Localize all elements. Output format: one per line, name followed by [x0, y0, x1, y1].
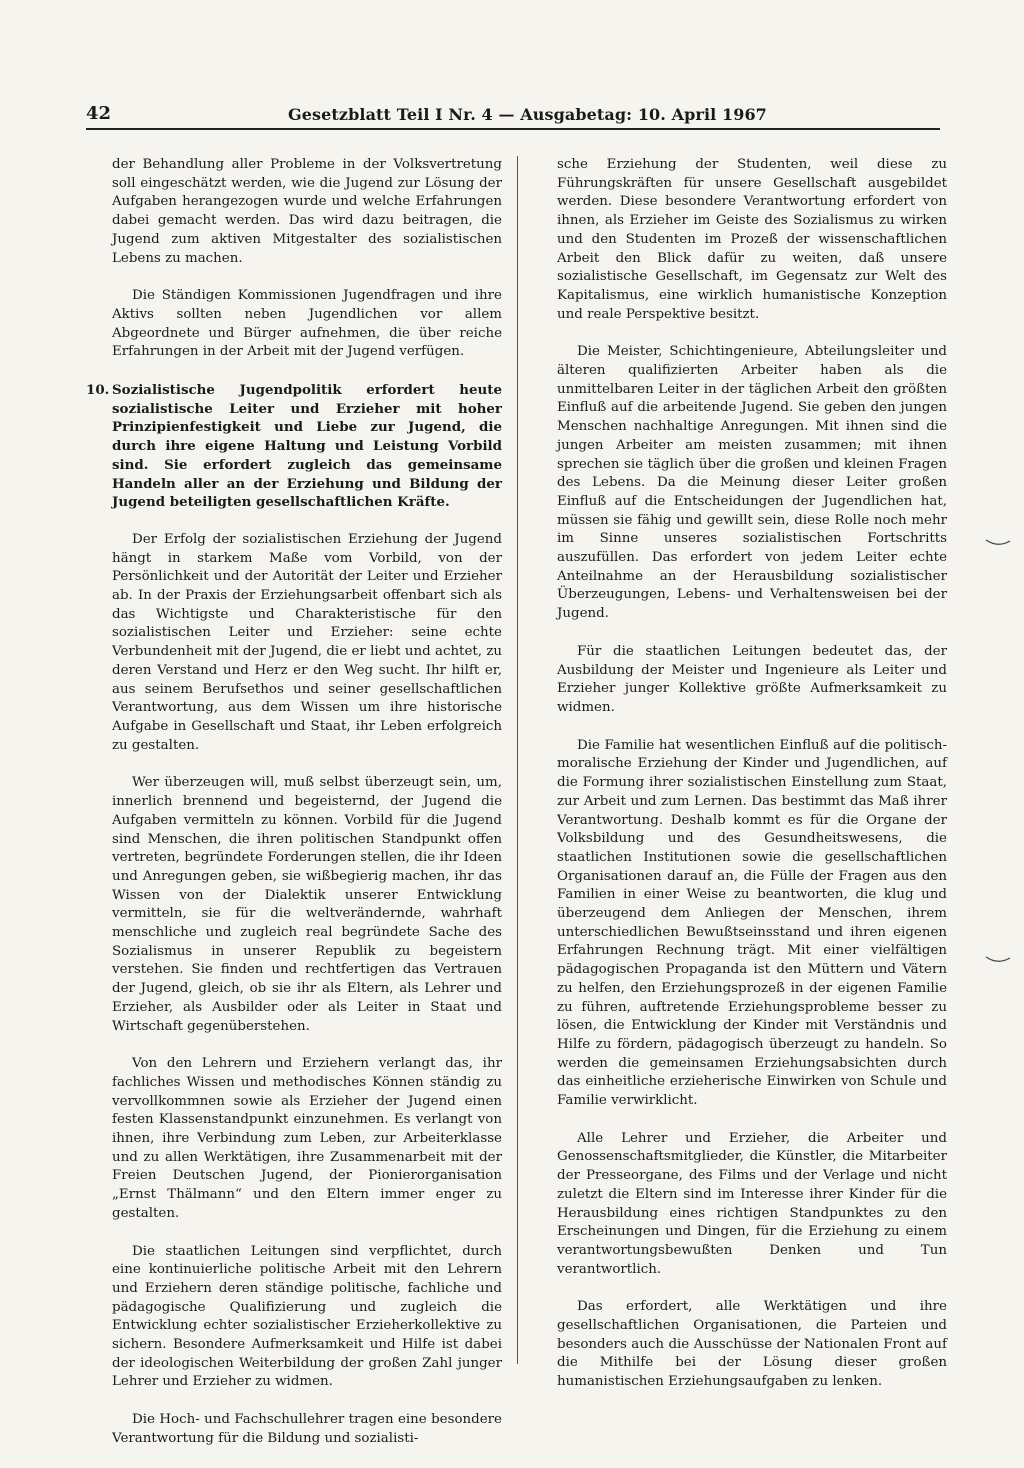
- pencil-mark-icon: [985, 538, 1011, 548]
- pencil-mark-icon: [985, 955, 1011, 965]
- paragraph: Von den Lehrern und Erziehern verlangt das, ihr fachliches Wissen und methodisches Können ständig zu vervollkommnen sowie als Erzieher der Jugend einen festen Klassenstandpunkt einzunehmen. Es verlangt von ihnen, ihre Verbindung zum Leben, zur Arbeiterklasse und zu allen Werktätigen, ihre Zusammenarbeit mit der Freien Deutschen Jugend, der Pionierorganisation „Ernst Thälmann“ und den Eltern immer enger zu gestalten.: [112, 1056, 502, 1221]
- item-number: 10.: [86, 382, 110, 399]
- paragraph: Alle Lehrer und Erzieher, die Arbeiter und Genossenschaftsmitglieder, die Künstler, die Mitarbeiter der Presseorgane, des Films und der Verlage und nicht zuletzt die Eltern sind im Interesse ihrer Kinder für die Herausbildung eines richtigen Standpunktes zu den Erscheinungen und Dingen, für die Erziehung zu einem verantwortungsbewußten Denken und Tun verantwortlich.: [557, 1130, 947, 1277]
- paragraph: Das erfordert, alle Werktätigen und ihre gesellschaftlichen Organisationen, die Parteien und besonders auch die Ausschüsse der Nationalen Front auf die Mithilfe bei der Lösung dieser großen humanistischen Erziehungsaufgaben zu lenken.: [557, 1299, 947, 1390]
- paragraph: Der Erfolg der sozialistischen Erziehung der Jugend hängt in starkem Maße vom Vorbild, von der Persönlichkeit und der Autorität der Leiter und Erzieher ab. In der Praxis der Erziehungsarbeit offenbart sich als das Wichtigste und Charakteristische für den sozialistischen Leiter und Erzieher: seine echte Verbundenheit mit der Jugend, die er liebt und achtet, zu deren Verstand und Herz er den Weg sucht. Ihr hilft er, aus seinem Berufsethos und seiner gesellschaftlichen Verantwortung, aus dem Wissen um ihre historische Aufgabe in Gesellschaft und Staat, ihr Leben erfolgreich zu gestalten.: [112, 531, 502, 753]
- column-divider: [517, 156, 518, 1364]
- paragraph: Wer überzeugen will, muß selbst überzeugt sein, um, innerlich brennend und begeisternd, der Jugend die Aufgaben vermitteln zu können. Vorbild für die Jugend sind Menschen, die ihren politischen Standpunkt offen vertreten, begründete Forderungen stellen, die ihr Ideen und Anregungen geben, sie wißbegierig machen, ihr das Wissen von der Dialektik unserer Entwicklung vermitteln, sie für die weltverändernde, wahrhaft menschliche und zugleich real begründete Sache des Sozialismus in unserer Republik zu begeistern verstehen. Sie finden und rechtfertigen das Vertrauen der Jugend, gleich, ob sie ihr als Eltern, als Lehrer und Erzieher, als Ausbilder oder als Leiter in Staat und Wirtschaft gegenüberstehen.: [112, 775, 502, 1034]
- numbered-item-10: [86, 381, 502, 512]
- page-number: 42: [86, 103, 112, 124]
- paragraph: Die Meister, Schichtingenieure, Abteilungsleiter und älteren qualifizierten Arbeiter haben als die unmittelbaren Leiter in der täglichen Arbeit den größten Einfluß auf die arbeitende Jugend. Sie geben den jungen Menschen nachhaltige Anregungen. Mit ihnen sind die jungen Arbeiter am meisten zusammen; mit ihnen sprechen sie täglich über die großen und kleinen Fragen des Lebens. Da die Meinung dieser Leiter großen Einfluß auf die Entscheidungen der Jugendlichen hat, müssen sie fähig und gewillt sein, diese Rolle noch mehr im Sinne unseres sozialistischen Fortschritts auszufüllen. Das erfordert von jedem Leiter echte Anteilnahme an der Herausbildung sozialistischer Überzeugungen, Lebens- und Verhaltensweisen bei der Jugend.: [557, 344, 947, 622]
- header-title: Gesetzblatt Teil I Nr. 4 — Ausgabetag: 10. April 1967: [288, 105, 767, 124]
- paragraph: Die Hoch- und Fachschullehrer tragen eine besondere Verantwortung für die Bildung und sozialisti-: [112, 1412, 502, 1446]
- paragraph: Für die staatlichen Leitungen bedeutet das, der Ausbildung der Meister und Ingenieure als Leiter und Erzieher junger Kollektive größte Aufmerksamkeit zu widmen.: [557, 643, 947, 715]
- item-text: Sozialistische Jugendpolitik erfordert heute sozialistische Leiter und Erzieher mit hoher Prinzipienfestigkeit und Liebe zur Jugend, die durch ihre eigene Haltung und Leistung Vorbild sind. Sie erfordert zugleich das gemeinsame Handeln aller an der Erziehung und Bildung der Jugend beteiligten gesellschaftlichen Kräfte.: [112, 382, 502, 511]
- paragraph: sche Erziehung der Studenten, weil diese zu Führungskräften für unsere Gesellschaft ausgebildet werden. Diese besondere Verantwortung erfordert von ihnen, als Erzieher im Geiste des Sozialismus zu wirken und den Studenten im Prozeß der wissenschaftlichen Arbeit den Blick dafür zu weiten, daß unsere sozialistische Gesellschaft, im Gegensatz zur Welt des Kapitalismus, eine wirklich humanistische Konzeption und reale Perspektive besitzt.: [557, 157, 947, 322]
- paragraph: Die Ständigen Kommissionen Jugendfragen und ihre Aktivs sollten neben Jugendlichen vor allem Abgeordnete und Bürger aufnehmen, die über reiche Erfahrungen in der Arbeit mit der Jugend verfügen.: [112, 288, 502, 360]
- right-column: [557, 156, 947, 1411]
- page-header: [86, 100, 940, 130]
- paragraph: der Behandlung aller Probleme in der Volksvertretung soll eingeschätzt werden, wie die Jugend zur Lösung der Aufgaben herangezogen wurde und welche Erfahrungen dabei gemacht werden. Das wird dazu beitragen, die Jugend zum aktiven Mitgestalter des sozialistischen Lebens zu machen.: [112, 157, 502, 266]
- paragraph: Die Familie hat wesentlichen Einfluß auf die politisch-moralische Erziehung der Kinder und Jugendlichen, auf die Formung ihrer sozialistischen Einstellung zum Staat, zur Arbeit und zum Lernen. Das bestimmt das Maß ihrer Verantwortung. Deshalb kommt es für die Organe der Volksbildung und des Gesundheitswesens, die staatlichen Institutionen sowie die gesellschaftlichen Organisationen darauf an, die Fülle der Fragen aus den Familien in einer Weise zu beantworten, die klug und überzeugend dem Anliegen der Menschen, ihrem unterschiedlichen Bewußtseinsstand und ihren eigenen Erfahrungen Rechnung trägt. Mit einer vielfältigen pädagogischen Propaganda ist den Müttern und Vätern zu helfen, den Erziehungsprozeß in der eigenen Familie zu führen, auftretende Erziehungsprobleme besser zu lösen, die Entwicklung der Kinder mit Verständnis und Hilfe zu fördern, pädagogisch überzeugt zu handeln. So werden die gemeinsamen Erziehungsabsichten durch das einheitliche erzieherische Einwirken von Schule und Familie verwirklicht.: [557, 737, 947, 1109]
- left-column: [86, 156, 502, 1468]
- paragraph: Die staatlichen Leitungen sind verpflichtet, durch eine kontinuierliche politische Arbeit mit den Lehrern und Erziehern deren ständige politische, fachliche und pädagogische Qualifizierung und zugleich die Entwicklung echter sozialistischer Erzieherkollektive zu sichern. Besondere Aufmerksamkeit und Hilfe ist dabei der ideologischen Weiterbildung der großen Zahl junger Lehrer und Erzieher zu widmen.: [112, 1243, 502, 1390]
